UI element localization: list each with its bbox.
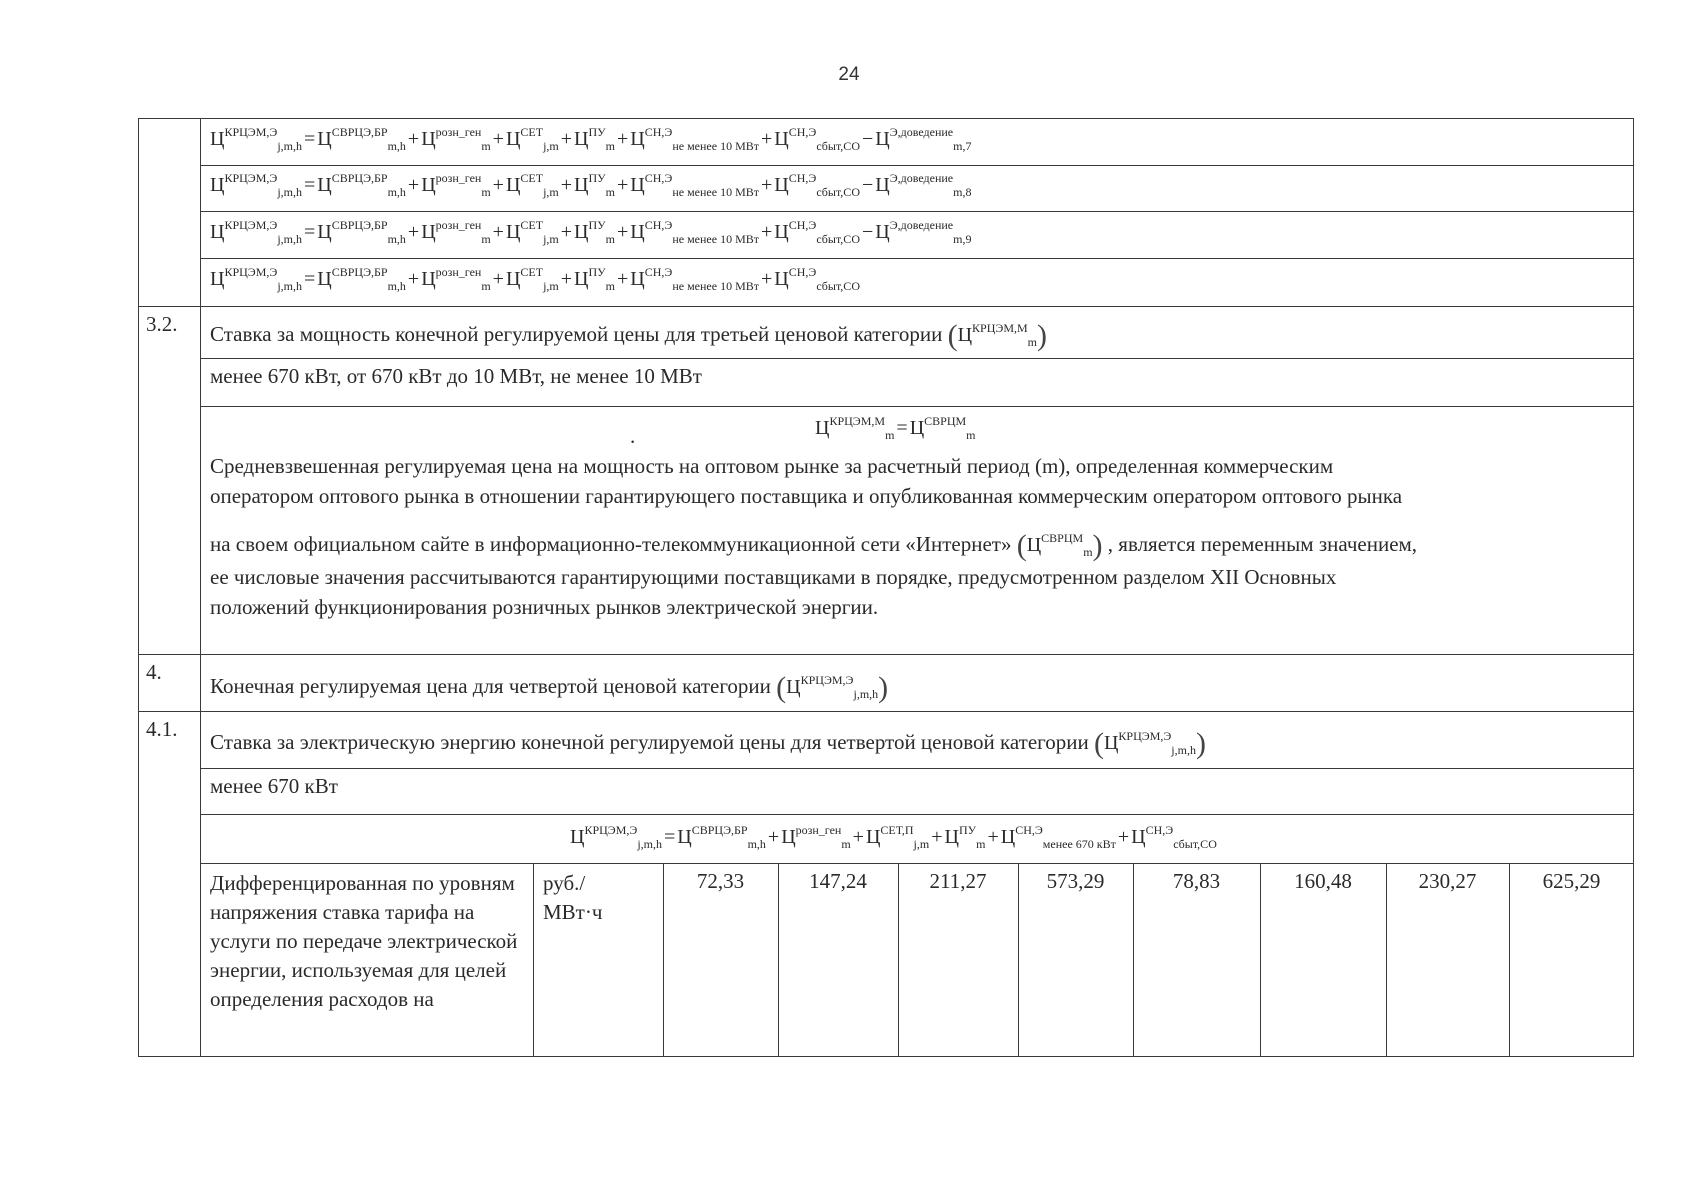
symbol-subscript: j,m,h bbox=[1171, 743, 1196, 757]
symbol-base: Ц bbox=[875, 128, 890, 150]
symbol-base: Ц bbox=[781, 826, 796, 848]
symbol-superscript: ПУ bbox=[958, 823, 977, 837]
price-symbol bbox=[574, 125, 615, 153]
symbol-subscript: m bbox=[605, 232, 615, 246]
tariff-value: 72,33 bbox=[696, 869, 745, 893]
section-title bbox=[210, 320, 1047, 350]
section-title-text: Ставка за электрическую энергию конечной регулируемой цены для четвертой ценовой категории bbox=[210, 730, 1089, 754]
tariff-unit: руб./ МВт·ч bbox=[543, 871, 603, 924]
symbol-subscript: m bbox=[885, 428, 895, 442]
description-line: ее числовые значения рассчитываются гарантирующими поставщиками в порядке, предусмотренном разделом XII Основных bbox=[210, 565, 1337, 589]
symbol-subscript: m bbox=[481, 232, 491, 246]
description-line: Средневзвешенная регулируемая цена на мощность на оптовом рынке за расчетный период (m), определенная коммерческим bbox=[210, 454, 1334, 478]
price-symbol bbox=[774, 218, 860, 246]
description-text: , является переменным значением, bbox=[1107, 532, 1418, 556]
operator: + bbox=[852, 826, 864, 848]
price-symbol bbox=[505, 218, 559, 246]
operator: + bbox=[407, 174, 420, 196]
operator: + bbox=[767, 826, 780, 848]
price-symbol bbox=[1000, 823, 1116, 851]
price-symbol bbox=[1026, 531, 1093, 559]
symbol-base: Ц bbox=[574, 128, 589, 150]
operator: + bbox=[407, 221, 420, 243]
price-symbol bbox=[317, 218, 406, 246]
row-divider bbox=[138, 711, 1634, 712]
symbol-superscript: розн_ген bbox=[795, 823, 842, 837]
symbol-base: Ц bbox=[909, 417, 925, 439]
price-symbol bbox=[944, 823, 986, 851]
operator: = bbox=[303, 268, 316, 290]
symbol-subscript: j,m,h bbox=[277, 139, 302, 153]
symbol-subscript: j,m,h bbox=[277, 232, 302, 246]
symbol-subscript: сбыт,СО bbox=[816, 139, 860, 153]
tariff-value: 230,27 bbox=[1418, 869, 1477, 893]
open-paren: ( bbox=[947, 319, 958, 352]
symbol-superscript: СН,Э bbox=[788, 265, 817, 279]
price-symbol bbox=[957, 321, 1037, 349]
symbol-superscript: СЕТ bbox=[520, 218, 544, 232]
section-title bbox=[210, 672, 888, 702]
price-symbol bbox=[630, 218, 759, 246]
price-symbol bbox=[317, 265, 406, 293]
symbol-subscript: m bbox=[841, 837, 851, 851]
section-title bbox=[210, 728, 1206, 758]
description-text: на своем официальном сайте в информационно-телекоммуникационной сети «Интернет» bbox=[210, 532, 1012, 556]
symbol-subscript: m bbox=[976, 837, 986, 851]
close-paren: ) bbox=[878, 671, 889, 704]
row-divider bbox=[200, 406, 1634, 407]
symbol-subscript: j,m bbox=[543, 279, 559, 293]
section-number: 3.2. bbox=[146, 312, 178, 336]
symbol-base: Ц bbox=[421, 268, 436, 290]
operator: + bbox=[617, 174, 629, 196]
symbol-base: Ц bbox=[210, 174, 225, 196]
price-symbol bbox=[1103, 729, 1196, 757]
close-paren: ) bbox=[1092, 529, 1103, 562]
symbol-superscript: Э,доведение bbox=[889, 171, 954, 185]
symbol-base: Ц bbox=[505, 128, 521, 150]
row-divider bbox=[200, 358, 1634, 359]
symbol-base: Ц bbox=[875, 221, 890, 243]
price-symbol bbox=[630, 125, 759, 153]
operator: + bbox=[492, 174, 504, 196]
price-symbol bbox=[317, 125, 406, 153]
price-symbol bbox=[630, 265, 759, 293]
symbol-subscript: m,8 bbox=[953, 185, 972, 199]
voltage-subcategories: менее 670 кВт, от 670 кВт до 10 МВт, не менее 10 МВт bbox=[210, 364, 702, 388]
operator: − bbox=[861, 128, 874, 150]
symbol-base: Ц bbox=[421, 128, 436, 150]
symbol-subscript: сбыт,СО bbox=[1173, 837, 1217, 851]
symbol-superscript: розн_ген bbox=[435, 171, 482, 185]
price-symbol bbox=[317, 171, 406, 199]
symbol-superscript: СН,Э bbox=[788, 125, 817, 139]
row-divider bbox=[200, 863, 1634, 864]
formula-row bbox=[210, 265, 860, 293]
symbol-base: Ц bbox=[421, 221, 436, 243]
symbol-base: Ц bbox=[317, 128, 332, 150]
symbol-subscript: сбыт,СО bbox=[816, 185, 860, 199]
symbol-subscript: m bbox=[1027, 335, 1037, 349]
price-symbol bbox=[774, 265, 860, 293]
symbol-superscript: КРЦЭМ,Э bbox=[224, 125, 278, 139]
price-symbol bbox=[505, 125, 559, 153]
price-symbol bbox=[210, 218, 302, 246]
symbol-superscript: СВРЦЭ,БР bbox=[331, 171, 388, 185]
symbol-superscript: КРЦЭМ,Э bbox=[224, 265, 278, 279]
tariff-value: 160,48 bbox=[1294, 869, 1352, 893]
symbol-superscript: СН,Э bbox=[644, 265, 673, 279]
price-symbol bbox=[786, 673, 879, 701]
price-symbol bbox=[865, 823, 930, 851]
symbol-superscript: СЕТ,П bbox=[880, 823, 914, 837]
description-line bbox=[210, 530, 1417, 560]
price-symbol bbox=[421, 265, 491, 293]
section-number: 4.1. bbox=[146, 717, 178, 741]
operator: + bbox=[761, 128, 773, 150]
section-title-text: Конечная регулируемая цена для четвертой ценовой категории bbox=[210, 674, 771, 698]
row-divider bbox=[200, 258, 1634, 259]
symbol-superscript: КРЦЭМ,М bbox=[829, 414, 886, 428]
symbol-subscript: m bbox=[966, 428, 976, 442]
symbol-base: Ц bbox=[875, 174, 890, 196]
symbol-base: Ц bbox=[1131, 826, 1146, 848]
price-symbol bbox=[421, 218, 491, 246]
row-divider bbox=[200, 165, 1634, 166]
symbol-superscript: СВРЦЭ,БР bbox=[691, 823, 748, 837]
symbol-superscript: СЕТ bbox=[520, 125, 544, 139]
formula-row bbox=[210, 171, 972, 199]
symbol-base: Ц bbox=[774, 221, 789, 243]
symbol-base: Ц bbox=[630, 128, 645, 150]
description-line: положений функционирования розничных рынков электрической энергии. bbox=[210, 595, 879, 619]
open-paren: ( bbox=[1093, 727, 1104, 760]
symbol-base: Ц bbox=[630, 174, 645, 196]
power-rate-symbol bbox=[957, 321, 1037, 349]
symbol-subscript: j,m bbox=[543, 139, 559, 153]
symbol-subscript: m bbox=[605, 185, 615, 199]
symbol-base: Ц bbox=[774, 174, 789, 196]
symbol-subscript: не менее 10 МВт bbox=[672, 232, 759, 246]
price-symbol bbox=[210, 171, 302, 199]
operator: − bbox=[861, 174, 874, 196]
price-symbol bbox=[574, 171, 615, 199]
tariff-value: 78,83 bbox=[1172, 869, 1221, 893]
symbol-superscript: КРЦЭМ,Э bbox=[584, 823, 638, 837]
price-symbol bbox=[574, 218, 615, 246]
symbol-superscript: СН,Э bbox=[788, 218, 817, 232]
wholesale-price-symbol bbox=[1026, 531, 1093, 559]
symbol-superscript: КРЦЭМ,Э bbox=[1118, 729, 1172, 743]
symbol-base: Ц bbox=[1103, 732, 1119, 754]
symbol-superscript: КРЦЭМ,М bbox=[972, 321, 1028, 335]
stray-dot: . bbox=[630, 424, 636, 448]
operator: + bbox=[492, 268, 504, 290]
price-symbol bbox=[875, 218, 972, 246]
symbol-subscript: m,h bbox=[387, 232, 406, 246]
symbol-subscript: m bbox=[481, 279, 491, 293]
symbol-subscript: m,h bbox=[387, 185, 406, 199]
symbol-subscript: не менее 10 МВт bbox=[672, 279, 759, 293]
operator: + bbox=[560, 128, 573, 150]
operator: + bbox=[492, 128, 504, 150]
operator: + bbox=[761, 221, 773, 243]
symbol-base: Ц bbox=[570, 826, 585, 848]
symbol-subscript: m bbox=[1083, 545, 1093, 559]
operator: + bbox=[492, 221, 504, 243]
symbol-superscript: Э,доведение bbox=[889, 125, 954, 139]
symbol-subscript: сбыт,СО bbox=[816, 232, 860, 246]
operator: + bbox=[1117, 826, 1130, 848]
close-paren: ) bbox=[1037, 319, 1047, 352]
row-divider bbox=[200, 814, 1634, 815]
price-symbol bbox=[781, 823, 851, 851]
symbol-base: Ц bbox=[505, 174, 521, 196]
symbol-superscript: СЕТ bbox=[520, 171, 544, 185]
tariff-value: 573,29 bbox=[1046, 869, 1105, 893]
symbol-superscript: СН,Э bbox=[1015, 823, 1043, 837]
operator: = bbox=[663, 826, 676, 848]
symbol-subscript: менее 670 кВт bbox=[1042, 837, 1116, 851]
price-symbol bbox=[875, 171, 972, 199]
symbol-base: Ц bbox=[677, 826, 692, 848]
tariff-value: 625,29 bbox=[1542, 869, 1601, 893]
final-price-symbol bbox=[786, 673, 879, 701]
symbol-superscript: Э,доведение bbox=[889, 218, 954, 232]
symbol-subscript: j,m bbox=[913, 837, 930, 851]
symbol-base: Ц bbox=[210, 128, 225, 150]
symbol-base: Ц bbox=[630, 268, 645, 290]
symbol-subscript: не менее 10 МВт bbox=[672, 185, 759, 199]
symbol-subscript: m,7 bbox=[953, 139, 972, 153]
price-symbol bbox=[630, 171, 759, 199]
operator: = bbox=[896, 417, 908, 439]
symbol-base: Ц bbox=[865, 826, 881, 848]
symbol-superscript: КРЦЭМ,Э bbox=[800, 673, 854, 687]
symbol-base: Ц bbox=[574, 268, 589, 290]
symbol-superscript: розн_ген bbox=[435, 218, 482, 232]
symbol-superscript: СН,Э bbox=[644, 171, 673, 185]
symbol-superscript: КРЦЭМ,Э bbox=[224, 171, 278, 185]
symbol-base: Ц bbox=[317, 268, 332, 290]
close-paren: ) bbox=[1195, 727, 1206, 760]
price-symbol bbox=[210, 125, 302, 153]
energy-rate-symbol bbox=[1103, 729, 1196, 757]
symbol-superscript: розн_ген bbox=[435, 265, 482, 279]
operator: + bbox=[560, 268, 573, 290]
symbol-subscript: m bbox=[481, 185, 491, 199]
formula-row bbox=[210, 218, 972, 246]
operator: + bbox=[560, 174, 573, 196]
symbol-superscript: ПУ bbox=[588, 218, 606, 232]
operator: + bbox=[931, 826, 943, 848]
symbol-superscript: СН,Э bbox=[788, 171, 817, 185]
symbol-superscript: СВРЦЭ,БР bbox=[331, 218, 388, 232]
symbol-subscript: m,9 bbox=[953, 232, 972, 246]
symbol-base: Ц bbox=[774, 268, 789, 290]
symbol-base: Ц bbox=[1000, 826, 1016, 848]
symbol-superscript: СВРЦМ bbox=[1041, 531, 1084, 545]
symbol-subscript: m bbox=[605, 139, 615, 153]
power-price-formula bbox=[815, 414, 976, 442]
symbol-subscript: m bbox=[605, 279, 615, 293]
open-paren: ( bbox=[776, 671, 787, 704]
price-symbol bbox=[774, 171, 860, 199]
symbol-superscript: ПУ bbox=[588, 265, 606, 279]
symbol-base: Ц bbox=[574, 221, 589, 243]
symbol-subscript: m,h bbox=[747, 837, 766, 851]
operator: + bbox=[617, 221, 629, 243]
symbol-base: Ц bbox=[815, 417, 830, 439]
symbol-subscript: j,m,h bbox=[277, 279, 302, 293]
symbol-subscript: j,m,h bbox=[277, 185, 302, 199]
symbol-superscript: ПУ bbox=[588, 171, 606, 185]
price-symbol bbox=[909, 414, 976, 442]
page-number: 24 bbox=[838, 64, 860, 85]
symbol-base: Ц bbox=[421, 174, 436, 196]
symbol-base: Ц bbox=[1026, 534, 1042, 556]
price-symbol bbox=[570, 823, 662, 851]
symbol-base: Ц bbox=[505, 221, 521, 243]
symbol-subscript: не менее 10 МВт bbox=[672, 139, 759, 153]
formula-row bbox=[210, 125, 972, 153]
voltage-subcategory: менее 670 кВт bbox=[210, 774, 338, 798]
operator: + bbox=[617, 128, 629, 150]
operator: + bbox=[987, 826, 999, 848]
price-symbol bbox=[774, 125, 860, 153]
operator: + bbox=[761, 174, 773, 196]
price-symbol bbox=[421, 125, 491, 153]
symbol-base: Ц bbox=[317, 174, 332, 196]
row-divider bbox=[138, 654, 1634, 655]
energy-price-formula bbox=[570, 823, 1217, 851]
operator: = bbox=[303, 174, 316, 196]
symbol-superscript: СВРЦЭ,БР bbox=[331, 125, 388, 139]
value-column-divider bbox=[533, 863, 534, 1057]
price-symbol bbox=[505, 171, 559, 199]
operator: − bbox=[861, 221, 874, 243]
operator: + bbox=[617, 268, 629, 290]
section-number: 4. bbox=[146, 660, 162, 684]
symbol-subscript: сбыт,СО bbox=[816, 279, 860, 293]
operator: + bbox=[560, 221, 573, 243]
open-paren: ( bbox=[1016, 529, 1027, 562]
tariff-value: 211,27 bbox=[929, 869, 987, 893]
operator: + bbox=[761, 268, 773, 290]
symbol-subscript: j,m bbox=[543, 185, 559, 199]
symbol-superscript: СН,Э bbox=[644, 125, 673, 139]
symbol-subscript: j,m,h bbox=[637, 837, 662, 851]
symbol-base: Ц bbox=[774, 128, 789, 150]
operator: + bbox=[407, 128, 420, 150]
symbol-superscript: СН,Э bbox=[644, 218, 673, 232]
symbol-base: Ц bbox=[786, 676, 801, 698]
symbol-base: Ц bbox=[944, 826, 959, 848]
symbol-subscript: j,m bbox=[543, 232, 559, 246]
description-line: оператором оптового рынка в отношении гарантирующего поставщика и опубликованная коммерческим оператором оптового рынка bbox=[210, 484, 1403, 508]
symbol-subscript: m,h bbox=[387, 279, 406, 293]
row-divider bbox=[138, 306, 1634, 307]
symbol-base: Ц bbox=[574, 174, 589, 196]
symbol-base: Ц bbox=[210, 268, 225, 290]
symbol-superscript: ПУ bbox=[588, 125, 606, 139]
symbol-base: Ц bbox=[630, 221, 645, 243]
operator: = bbox=[303, 128, 316, 150]
section-title-text: Ставка за мощность конечной регулируемой цены для третьей ценовой категории bbox=[210, 322, 943, 346]
symbol-subscript: m bbox=[481, 139, 491, 153]
operator: + bbox=[407, 268, 420, 290]
price-symbol bbox=[421, 171, 491, 199]
tariff-value: 147,24 bbox=[809, 869, 867, 893]
row-divider bbox=[200, 768, 1634, 769]
symbol-superscript: СВРЦЭ,БР bbox=[331, 265, 388, 279]
operator: = bbox=[303, 221, 316, 243]
price-symbol bbox=[1131, 823, 1217, 851]
symbol-subscript: j,m,h bbox=[853, 687, 879, 701]
symbol-superscript: СВРЦМ bbox=[924, 414, 967, 428]
symbol-base: Ц bbox=[957, 324, 973, 346]
price-symbol bbox=[677, 823, 766, 851]
symbol-base: Ц bbox=[505, 268, 521, 290]
price-symbol bbox=[875, 125, 972, 153]
price-symbol bbox=[210, 265, 302, 293]
symbol-base: Ц bbox=[210, 221, 225, 243]
price-symbol bbox=[505, 265, 559, 293]
symbol-superscript: КРЦЭМ,Э bbox=[224, 218, 278, 232]
price-symbol bbox=[574, 265, 615, 293]
symbol-superscript: СН,Э bbox=[1145, 823, 1174, 837]
price-symbol bbox=[815, 414, 895, 442]
symbol-superscript: розн_ген bbox=[435, 125, 482, 139]
tariff-row-label: Дифференцированная по уровням напряжения ставка тарифа на услуги по передаче электрической энергии, используемая для целей определения расходов на bbox=[210, 871, 518, 1011]
symbol-superscript: СЕТ bbox=[520, 265, 544, 279]
symbol-base: Ц bbox=[317, 221, 332, 243]
symbol-subscript: m,h bbox=[387, 139, 406, 153]
row-divider bbox=[200, 211, 1634, 212]
